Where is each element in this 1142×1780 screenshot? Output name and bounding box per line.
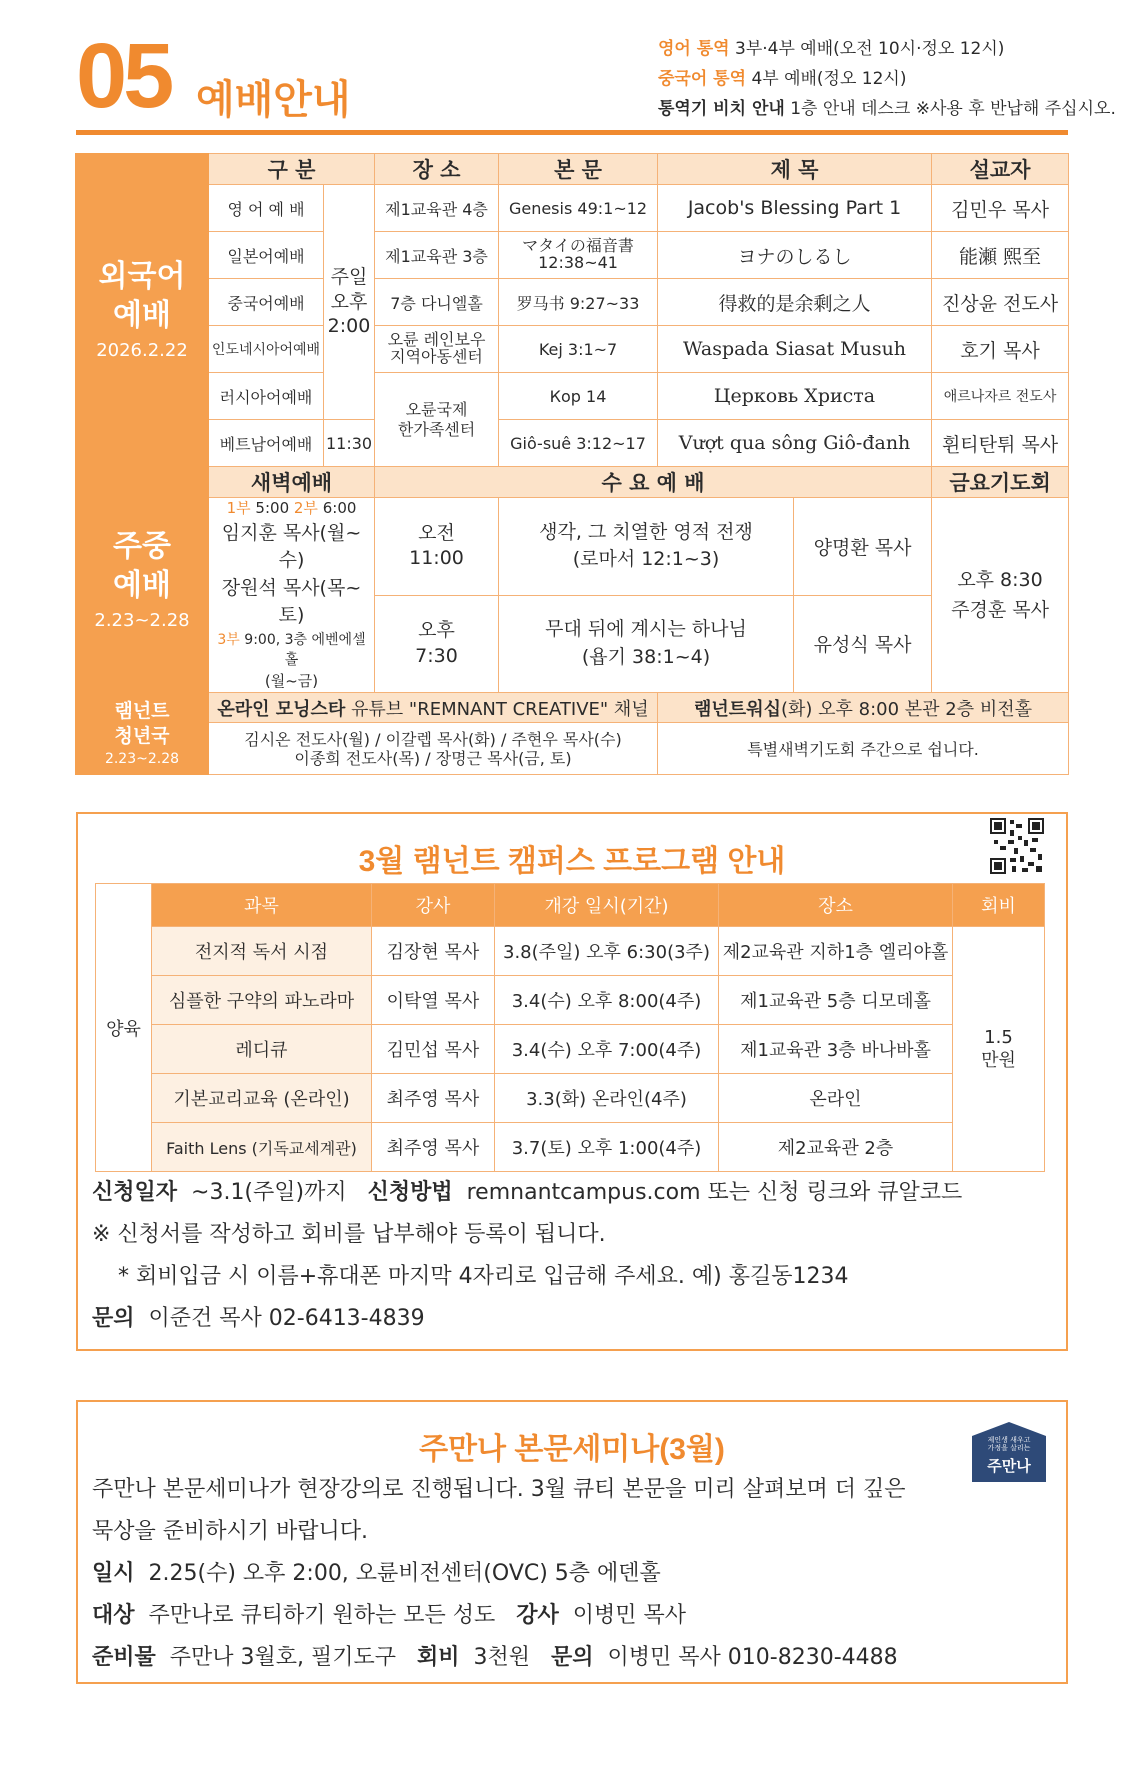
wed-time: 오전 11:00 [375,498,499,596]
jumanna-logo: 제인생 새우고 가정을 살리는 주만나 [972,1422,1046,1482]
service-text: Genesis 49:1~12 [499,185,658,232]
service-name: 영 어 예 배 [209,185,324,232]
payment-note: * 회비입금 시 이름+휴대폰 마지막 4자리로 입금해 주세요. 예) 홍길동1234 [118,1264,849,1289]
seminar-date: 일시 2.25(수) 오후 2:00, 오륜비전센터(OVC) 5층 에덴홀 [92,1561,661,1586]
interpreter-device-notice: 통역기 비치 안내 1층 안내 데스크 ※사용 후 반납해 주십시오. [658,99,1116,119]
online-morningstar: 온라인 모닝스타 유튜브 "REMNANT CREATIVE" 채널 [209,693,658,723]
sermon-title: Церковь Христа [658,373,932,420]
category-label: 양육 [96,884,152,1172]
schedule: 3.7(토) 오후 1:00(4주) [495,1123,719,1172]
teacher: 김민섭 목사 [372,1025,495,1074]
schedule: 3.8(주일) 오후 6:30(3주) [495,927,719,976]
schedule: 3.4(수) 오후 7:00(4주) [495,1025,719,1074]
subject: 레디큐 [152,1025,372,1074]
sermon-title: Vượt qua sông Giô-đanh [658,420,932,467]
service-text: Кор 14 [499,373,658,420]
qr-code-icon[interactable] [990,818,1044,874]
remnant-worship-note: 특별새벽기도회 주간으로 쉽니다. [658,723,1069,775]
service-name: 러시아어예배 [209,373,324,420]
place: 제1교육관 5층 디모데홀 [719,976,953,1025]
table-row [96,1025,1045,1074]
table-row [96,1074,1045,1123]
dawn-service-info: 1부 5:00 2부 6:00 임지훈 목사(월~수) 장원석 목사(목~토) 3부 9:00, 3층 에벤에셀홀 (월~금) [209,498,375,693]
subject: 전지적 독서 시점 [152,927,372,976]
service-time: 주일 오후 2:00 [324,185,375,420]
service-text: Kej 3:1~7 [499,326,658,373]
page-title: 예배안내 [196,78,351,122]
teacher: 김장현 목사 [372,927,495,976]
service-text: マタイの福音書 12:38~41 [499,232,658,279]
header-text: 본 문 [499,154,658,185]
wed-sermon-title: 무대 뒤에 계시는 하나님 (욥기 38:1~4) [499,595,794,693]
preacher: 能瀬 熙至 [932,232,1069,279]
service-name: 인도네시아어예배 [209,326,324,373]
service-place: 제1교육관 3층 [375,232,499,279]
wednesday-header: 수 요 예 배 [375,467,932,498]
friday-header: 금요기도회 [932,467,1069,498]
teacher: 이탁열 목사 [372,976,495,1025]
dawn-header: 새벽예배 [209,467,375,498]
subject: 기본교리교육 (온라인) [152,1074,372,1123]
seminar-title: 주만나 본문세미나(3월) [419,1433,725,1466]
preacher: 김민우 목사 [932,185,1069,232]
place: 온라인 [719,1074,953,1123]
seminar-target: 대상 주만나로 큐티하기 원하는 모든 성도 강사 이병민 목사 [92,1603,687,1628]
service-place: 오륜국제 한가족센터 [375,373,499,467]
col-place: 장소 [719,884,953,927]
schedule: 3.4(수) 오후 8:00(4주) [495,976,719,1025]
fee: 1.5 만원 [953,927,1045,1172]
teacher: 최주영 목사 [372,1074,495,1123]
sermon-title: Waspada Siasat Musuh [658,326,932,373]
sermon-title: ヨナのしるし [658,232,932,279]
place: 제2교육관 지하1층 엘리야홀 [719,927,953,976]
subject: 심플한 구약의 파노라마 [152,976,372,1025]
apply-info: 신청일자 ~3.1(주일)까지 신청방법 remnantcampus.com 또는 신청 링크와 큐알코드 [92,1180,963,1205]
preacher: 호기 목사 [932,326,1069,373]
seminar-desc-2: 묵상을 준비하시기 바랍니다. [92,1519,369,1544]
sermon-title: Jacob's Blessing Part 1 [658,185,932,232]
teacher: 최주영 목사 [372,1123,495,1172]
service-text: Giô-suê 3:12~17 [499,420,658,467]
online-preachers: 김시온 전도사(월) / 이갈렙 목사(화) / 주현우 목사(수) 이종희 전도사(목) / 장명근 목사(금, 토) [209,723,658,775]
preacher: 애르나자르 전도사 [932,373,1069,420]
wed-time: 오후 7:30 [375,595,499,693]
subject: Faith Lens (기독교세계관) [152,1123,372,1172]
remnant-section-label: 램넌트 청년국 2.23~2.28 [76,693,209,775]
service-name: 베트남어예배 [209,420,324,467]
header-category: 구 분 [209,154,375,185]
service-place: 오륜 레인보우 지역아동센터 [375,326,499,373]
table-row [96,976,1045,1025]
sermon-title: 得救的是余剩之人 [658,279,932,326]
header-divider [76,130,1068,135]
col-subject: 과목 [152,884,372,927]
campus-program-table [95,883,1045,1172]
service-name: 일본어예배 [209,232,324,279]
header-preacher: 설교자 [932,154,1069,185]
section-number: 05 [76,25,171,127]
wed-preacher: 유성식 목사 [794,595,932,693]
weekday-section-label: 주중 예배 2.23~2.28 [76,467,209,693]
apply-link[interactable]: remnantcampus.com 또는 신청 링크와 큐알코드 [466,1180,963,1205]
header-title: 제 목 [658,154,932,185]
friday-prayer-info: 오후 8:30 주경훈 목사 [932,498,1069,693]
preacher: 진상윤 전도사 [932,279,1069,326]
english-interpretation-notice: 영어 통역 3부·4부 예배(오전 10시·정오 12시) [658,39,1005,59]
service-name: 중국어예배 [209,279,324,326]
foreign-section-label: 외국어 예배 2026.2.22 [76,154,209,467]
col-fee: 회비 [953,884,1045,927]
seminar-desc-1: 주만나 본문세미나가 현장강의로 진행됩니다. 3월 큐티 본문을 미리 살펴보며 더 깊은 [92,1477,906,1502]
preacher: 휜티탄튀 목사 [932,420,1069,467]
service-time-late: 11:30 [324,420,375,467]
campus-contact: 문의 이준건 목사 02-6413-4839 [92,1306,425,1331]
service-text: 罗马书 9:27~33 [499,279,658,326]
register-note: ※ 신청서를 작성하고 회비를 납부해야 등록이 됩니다. [92,1222,606,1247]
service-place: 제1교육관 4층 [375,185,499,232]
campus-title: 3월 램넌트 캠퍼스 프로그램 안내 [358,845,786,878]
service-place: 7층 다니엘홀 [375,279,499,326]
place: 제1교육관 3층 바나바홀 [719,1025,953,1074]
chinese-interpretation-notice: 중국어 통역 4부 예배(정오 12시) [658,69,907,89]
col-teacher: 강사 [372,884,495,927]
wed-preacher: 양명환 목사 [794,498,932,596]
worship-schedule-table [75,153,1069,775]
col-schedule: 개강 일시(기간) [495,884,719,927]
table-row [96,1123,1045,1172]
wed-sermon-title: 생각, 그 치열한 영적 전쟁 (로마서 12:1~3) [499,498,794,596]
table-row [96,927,1045,976]
seminar-prep: 준비물 주만나 3월호, 필기도구 회비 3천원 문의 이병민 목사 010-8230-4488 [92,1645,898,1670]
remnant-worship: 램넌트워십(화) 오후 8:00 본관 2층 비전홀 [658,693,1069,723]
schedule: 3.3(화) 온라인(4주) [495,1074,719,1123]
place: 제2교육관 2층 [719,1123,953,1172]
header-place: 장 소 [375,154,499,185]
